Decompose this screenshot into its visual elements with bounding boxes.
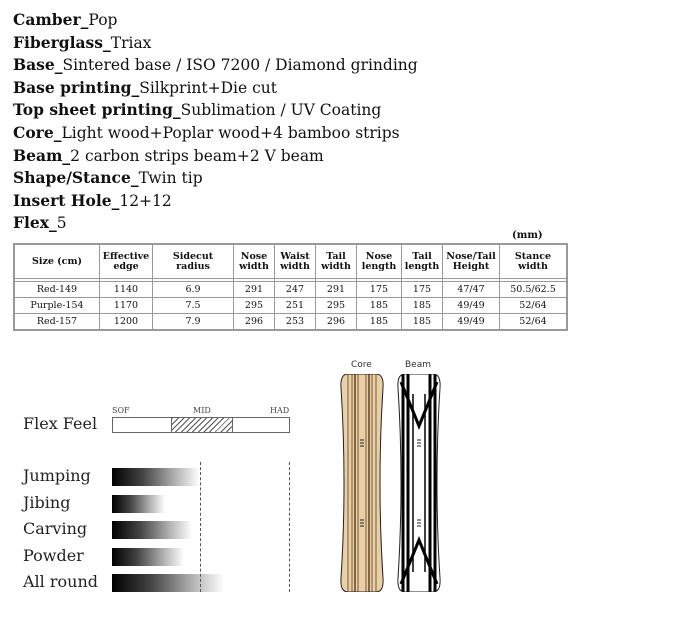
column-header xyxy=(500,244,568,279)
spec-row xyxy=(13,145,418,168)
table-cell: Red-157 xyxy=(14,314,100,331)
column-header xyxy=(402,244,443,279)
table-cell: 253 xyxy=(275,314,316,331)
column-header xyxy=(443,244,500,279)
spec-value: Silkprint+Die cut xyxy=(139,78,277,97)
column-header-line1: Waist xyxy=(280,250,310,262)
flex-feel-bar xyxy=(112,417,290,433)
table-cell: 1170 xyxy=(100,298,153,314)
column-header xyxy=(275,244,316,279)
table-row xyxy=(14,298,567,314)
spec-key: Insert Hole_ xyxy=(13,190,120,210)
core-board-diagram xyxy=(340,374,384,592)
column-header xyxy=(153,244,234,279)
column-header-line2: width xyxy=(518,260,548,272)
spec-key: Base printing_ xyxy=(13,77,140,97)
spec-value: Triax xyxy=(110,33,152,52)
spec-value: 12+12 xyxy=(119,191,172,210)
spec-value: Light wood+Poplar wood+4 bamboo strips xyxy=(61,123,400,142)
column-header-line2: Height xyxy=(452,260,490,272)
core-label: Core xyxy=(351,360,372,370)
spec-row xyxy=(13,190,418,213)
table-cell: 47/47 xyxy=(443,282,500,298)
feel-bar xyxy=(112,521,192,539)
feel-label: Carving xyxy=(23,519,88,538)
spec-key: Shape/Stance_ xyxy=(13,168,139,188)
spec-row xyxy=(13,54,418,77)
spec-value: Twin tip xyxy=(138,169,203,188)
unit-label: (mm) xyxy=(512,230,543,241)
spec-value: Pop xyxy=(88,11,118,29)
table-cell: 185 xyxy=(357,314,402,331)
feel-bar xyxy=(112,574,224,592)
spec-row xyxy=(13,9,418,32)
beam-label: Beam xyxy=(405,360,431,370)
column-header-line1: Nose/Tail xyxy=(446,250,496,262)
spec-list xyxy=(13,9,418,235)
table-header-row xyxy=(14,244,567,279)
column-header-line2: length xyxy=(404,260,440,272)
table-cell: 185 xyxy=(402,298,443,314)
spec-key: Base_ xyxy=(13,55,63,75)
table-cell: 247 xyxy=(275,282,316,298)
feel-label: Powder xyxy=(23,545,84,565)
column-header-line2: edge xyxy=(113,260,139,272)
column-header xyxy=(14,244,100,279)
column-header-line1: Nose xyxy=(240,250,268,262)
table-cell: Purple-154 xyxy=(14,298,100,314)
spec-value: 5 xyxy=(56,214,67,233)
table-cell: 295 xyxy=(316,298,357,314)
beam-board-diagram xyxy=(397,374,441,592)
table-cell: Red-149 xyxy=(14,282,100,298)
spec-value: Sintered base / ISO 7200 / Diamond grinding xyxy=(62,56,418,75)
spec-key: Fiberglass_ xyxy=(13,32,111,52)
column-header xyxy=(100,244,153,279)
table-cell: 296 xyxy=(234,314,275,331)
column-header xyxy=(357,244,402,279)
flex-feel-label: Flex Feel xyxy=(23,414,98,433)
table-cell: 175 xyxy=(402,282,443,298)
spec-key: Top sheet printing_ xyxy=(13,100,181,120)
max-guide-line xyxy=(289,462,290,592)
table-cell: 251 xyxy=(275,298,316,314)
column-header-line1: Tail xyxy=(412,250,432,262)
table-cell: 291 xyxy=(234,282,275,298)
table-cell: 1200 xyxy=(100,314,153,331)
table-cell: 49/49 xyxy=(443,314,500,331)
column-header-line2: radius xyxy=(176,260,210,272)
column-header-line2: width xyxy=(280,260,310,272)
feel-label: Jibing xyxy=(23,492,71,512)
feel-bar xyxy=(112,468,200,486)
column-header-line1: Sidecut xyxy=(172,250,214,262)
flex-scale-hard: HAD xyxy=(270,406,290,415)
column-header-line1: Size (cm) xyxy=(31,255,83,267)
spec-row xyxy=(13,99,418,122)
column-header-line1: Effective xyxy=(102,250,150,262)
flex-feel-range xyxy=(171,418,233,432)
spec-row xyxy=(13,212,418,235)
table-row xyxy=(14,282,567,298)
column-header-line2: width xyxy=(239,260,269,272)
feel-bar xyxy=(112,548,184,566)
spec-value: 2 carbon strips beam+2 V beam xyxy=(70,146,324,165)
size-table xyxy=(13,243,568,331)
spec-key: Flex_ xyxy=(13,213,57,233)
table-cell: 185 xyxy=(402,314,443,331)
table-cell: 50.5/62.5 xyxy=(500,282,568,298)
spec-key: Core_ xyxy=(13,122,62,142)
table-cell: 6.9 xyxy=(153,282,234,298)
spec-key: Beam_ xyxy=(13,145,71,165)
spec-row xyxy=(13,32,418,55)
table-cell: 52/64 xyxy=(500,314,568,331)
spec-row xyxy=(13,167,418,190)
column-header-line1: Nose xyxy=(365,250,393,262)
column-header-line2: length xyxy=(361,260,397,272)
flex-scale-mid: MID xyxy=(193,406,211,415)
feel-label: All round xyxy=(23,572,99,591)
table-cell: 49/49 xyxy=(443,298,500,314)
table-row xyxy=(14,314,567,331)
core-wood xyxy=(340,374,384,592)
table-cell: 1140 xyxy=(100,282,153,298)
column-header-line2: width xyxy=(321,260,351,272)
spec-row xyxy=(13,122,418,145)
spec-key: Camber_ xyxy=(13,10,89,29)
table-cell: 295 xyxy=(234,298,275,314)
feel-label: Jumping xyxy=(23,466,91,485)
column-header xyxy=(234,244,275,279)
column-header-line1: Stance xyxy=(514,250,552,262)
spec-row xyxy=(13,77,418,100)
mid-guide-line xyxy=(200,462,201,592)
column-header-line1: Tail xyxy=(326,250,346,262)
table-cell: 7.5 xyxy=(153,298,234,314)
table-cell: 175 xyxy=(357,282,402,298)
table-cell: 185 xyxy=(357,298,402,314)
feel-bar xyxy=(112,495,165,513)
table-cell: 52/64 xyxy=(500,298,568,314)
spec-value: Sublimation / UV Coating xyxy=(180,101,382,120)
flex-scale-soft: SOF xyxy=(112,406,130,415)
table-cell: 7.9 xyxy=(153,314,234,331)
table-cell: 291 xyxy=(316,282,357,298)
column-header xyxy=(316,244,357,279)
table-cell: 296 xyxy=(316,314,357,331)
